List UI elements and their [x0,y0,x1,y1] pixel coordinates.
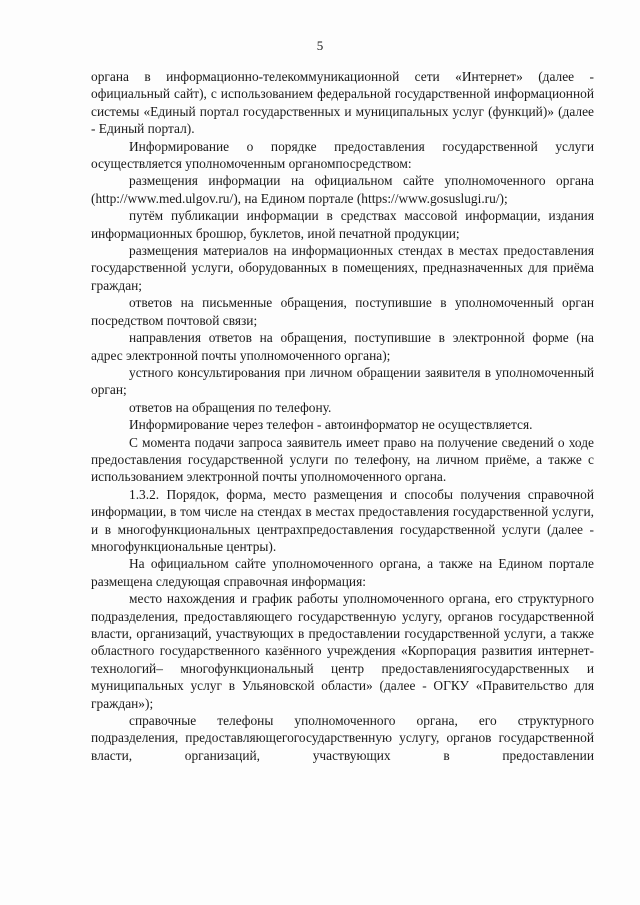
paragraph: путём публикации информации в средствах массовой информации, издания информационных брошюр, буклетов, иной печатной продукции; [91,208,594,241]
paragraph: 1.3.2. Порядок, форма, место размещения и способы получения справочной информации, в том числе на стендах в местах предоставления государственной услуги, и в многофункциональных центрахпредоставления государственной услуги (далее - многофункциональные центры). [91,486,594,554]
paragraph: место нахождения и график работы уполномоченного органа, его структурного подразделения, предоставляющего государственную услугу, органов государственной власти, организаций, участвующих в предоставлении государственной услуги, а также областного государственного казённого учреждения «Корпорация развития интернет-технологий– многофункциональный центр предоставлениягосударственных и муниципальных услуг в Ульяновской области» (далее - ОГКУ «Правительство для граждан»); [91,591,594,711]
paragraph: ответов на обращения по телефону. [129,399,332,415]
paragraph: размещения материалов на информационных стендах в местах предоставления государственной услуги, оборудованных в помещениях, предназначенных для приёма граждан; [91,243,594,293]
paragraph: ответов на письменные обращения, поступившие в уполномоченный орган посредством почтовой связи; [91,295,594,328]
paragraph: Информирование о порядке предоставления государственной услуги осуществляется уполномоченным органомпосредством: [91,138,594,172]
paragraph: устного консультирования при личном обращении заявителя в уполномоченный орган; [91,364,594,398]
paragraph: С момента подачи запроса заявитель имеет право на получение сведений о ходе предоставления государственной услуги по телефону, на личном приёме, а также с использованием электронной почты уполномоченного органа. [91,434,594,485]
paragraph: справочные телефоны уполномоченного органа, его структурного подразделения, предоставляющегогосударственную услугу, органов государственной власти, организаций, участвующих в предоставлении [91,713,594,763]
paragraph: На официальном сайте уполномоченного органа, а также на Едином портале размещена следующая справочная информация: [91,556,594,589]
paragraph: направления ответов на обращения, поступившие в электронной форме (на адрес электронной почты уполномоченного органа); [91,330,594,363]
paragraph: Информирование через телефон - автоинформатор не осуществляется. [129,417,533,433]
paragraph: органа в информационно-телекоммуникационной сети «Интернет» (далее - официальный сайт), с использованием федеральной государственной информационной системы «Единый портал государственных и муниципальных услуг (функций)» (далее - Единый портал). [91,69,594,137]
paragraph: размещения информации на официальном сайте уполномоченного органа (http://www.med.ulgov.ru/), на Едином портале (https://www.gosuslugi.ru/); [91,173,594,206]
page-number: 5 [316,38,324,53]
document-body [91,68,594,764]
